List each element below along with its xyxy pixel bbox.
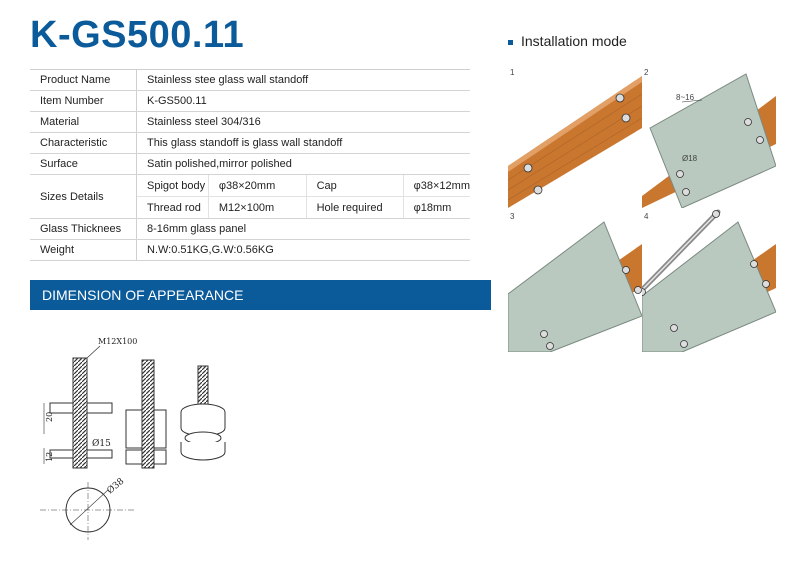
size-name: Cap	[306, 175, 403, 197]
size-value: φ38×20mm	[208, 175, 306, 197]
spec-value: K-GS500.11	[137, 91, 471, 112]
spec-table	[30, 69, 470, 261]
spec-label: Surface	[30, 154, 137, 175]
spec-row-product-name	[30, 70, 470, 91]
dia-15-label: Ø15	[92, 439, 111, 449]
installation-heading	[508, 33, 627, 49]
bullet-icon	[508, 40, 513, 45]
sizes-row	[137, 197, 470, 219]
spec-label: Sizes Details	[30, 175, 137, 219]
hole-diameter-label: Ø18	[682, 154, 698, 163]
step-number: 4	[644, 212, 649, 221]
sizes-row	[137, 175, 470, 197]
spec-value: This glass standoff is glass wall standoff	[137, 133, 471, 154]
glass-thickness-label: 8~16	[676, 93, 695, 102]
spec-row-item-number	[30, 91, 470, 112]
dim-12-label: 12	[45, 451, 54, 462]
dimension-banner	[30, 280, 491, 310]
install-step-1	[508, 66, 642, 208]
step-number: 3	[510, 212, 515, 221]
spec-row-sizes	[30, 175, 470, 219]
spec-row-characteristic	[30, 133, 470, 154]
thread-label: M12X100	[98, 337, 138, 346]
outline-view	[126, 360, 166, 468]
size-name: Spigot body	[137, 175, 208, 197]
step-number: 2	[644, 68, 649, 77]
dim-20-label: 20	[45, 411, 54, 422]
size-name: Thread rod	[147, 201, 201, 214]
section-view	[44, 337, 137, 468]
top-circle-view	[40, 476, 136, 540]
spec-label: Item Number	[30, 91, 137, 112]
spec-value: Satin polished,mirror polished	[137, 154, 471, 175]
installation-heading-label: Installation mode	[521, 33, 627, 49]
size-value: φ18mm	[403, 197, 470, 219]
product-title: K-GS500.11	[30, 14, 245, 56]
step-number: 1	[510, 68, 515, 77]
install-step-4	[642, 208, 776, 352]
size-value: φ38×12mm	[403, 175, 470, 197]
install-step-2	[642, 66, 776, 208]
sizes-subtable	[137, 175, 470, 218]
spec-label: Product Name	[30, 70, 137, 91]
spec-label: Material	[30, 112, 137, 133]
dimension-drawing	[30, 330, 290, 560]
spec-value: Stainless steel 304/316	[137, 112, 471, 133]
dia-38-label: Ø38	[105, 476, 127, 497]
sizes-cell	[137, 175, 471, 219]
spec-label: Weight	[30, 240, 137, 261]
spec-label: Characteristic	[30, 133, 137, 154]
spec-value: Stainless stee glass wall standoff	[137, 70, 471, 91]
spec-value: 8-16mm glass panel	[137, 219, 471, 240]
spec-row-glass	[30, 219, 470, 240]
dimension-banner-label: DIMENSION OF APPEARANCE	[42, 287, 244, 303]
spec-value: N.W:0.51KG,G.W:0.56KG	[137, 240, 471, 261]
spec-label: Glass Thicknees	[30, 219, 137, 240]
perspective-view	[181, 366, 225, 460]
spec-row-material	[30, 112, 470, 133]
spec-row-weight	[30, 240, 470, 261]
size-value: M12×100m	[208, 197, 306, 219]
spec-row-surface	[30, 154, 470, 175]
install-step-3	[508, 208, 642, 352]
size-name: Hole required	[316, 201, 383, 214]
